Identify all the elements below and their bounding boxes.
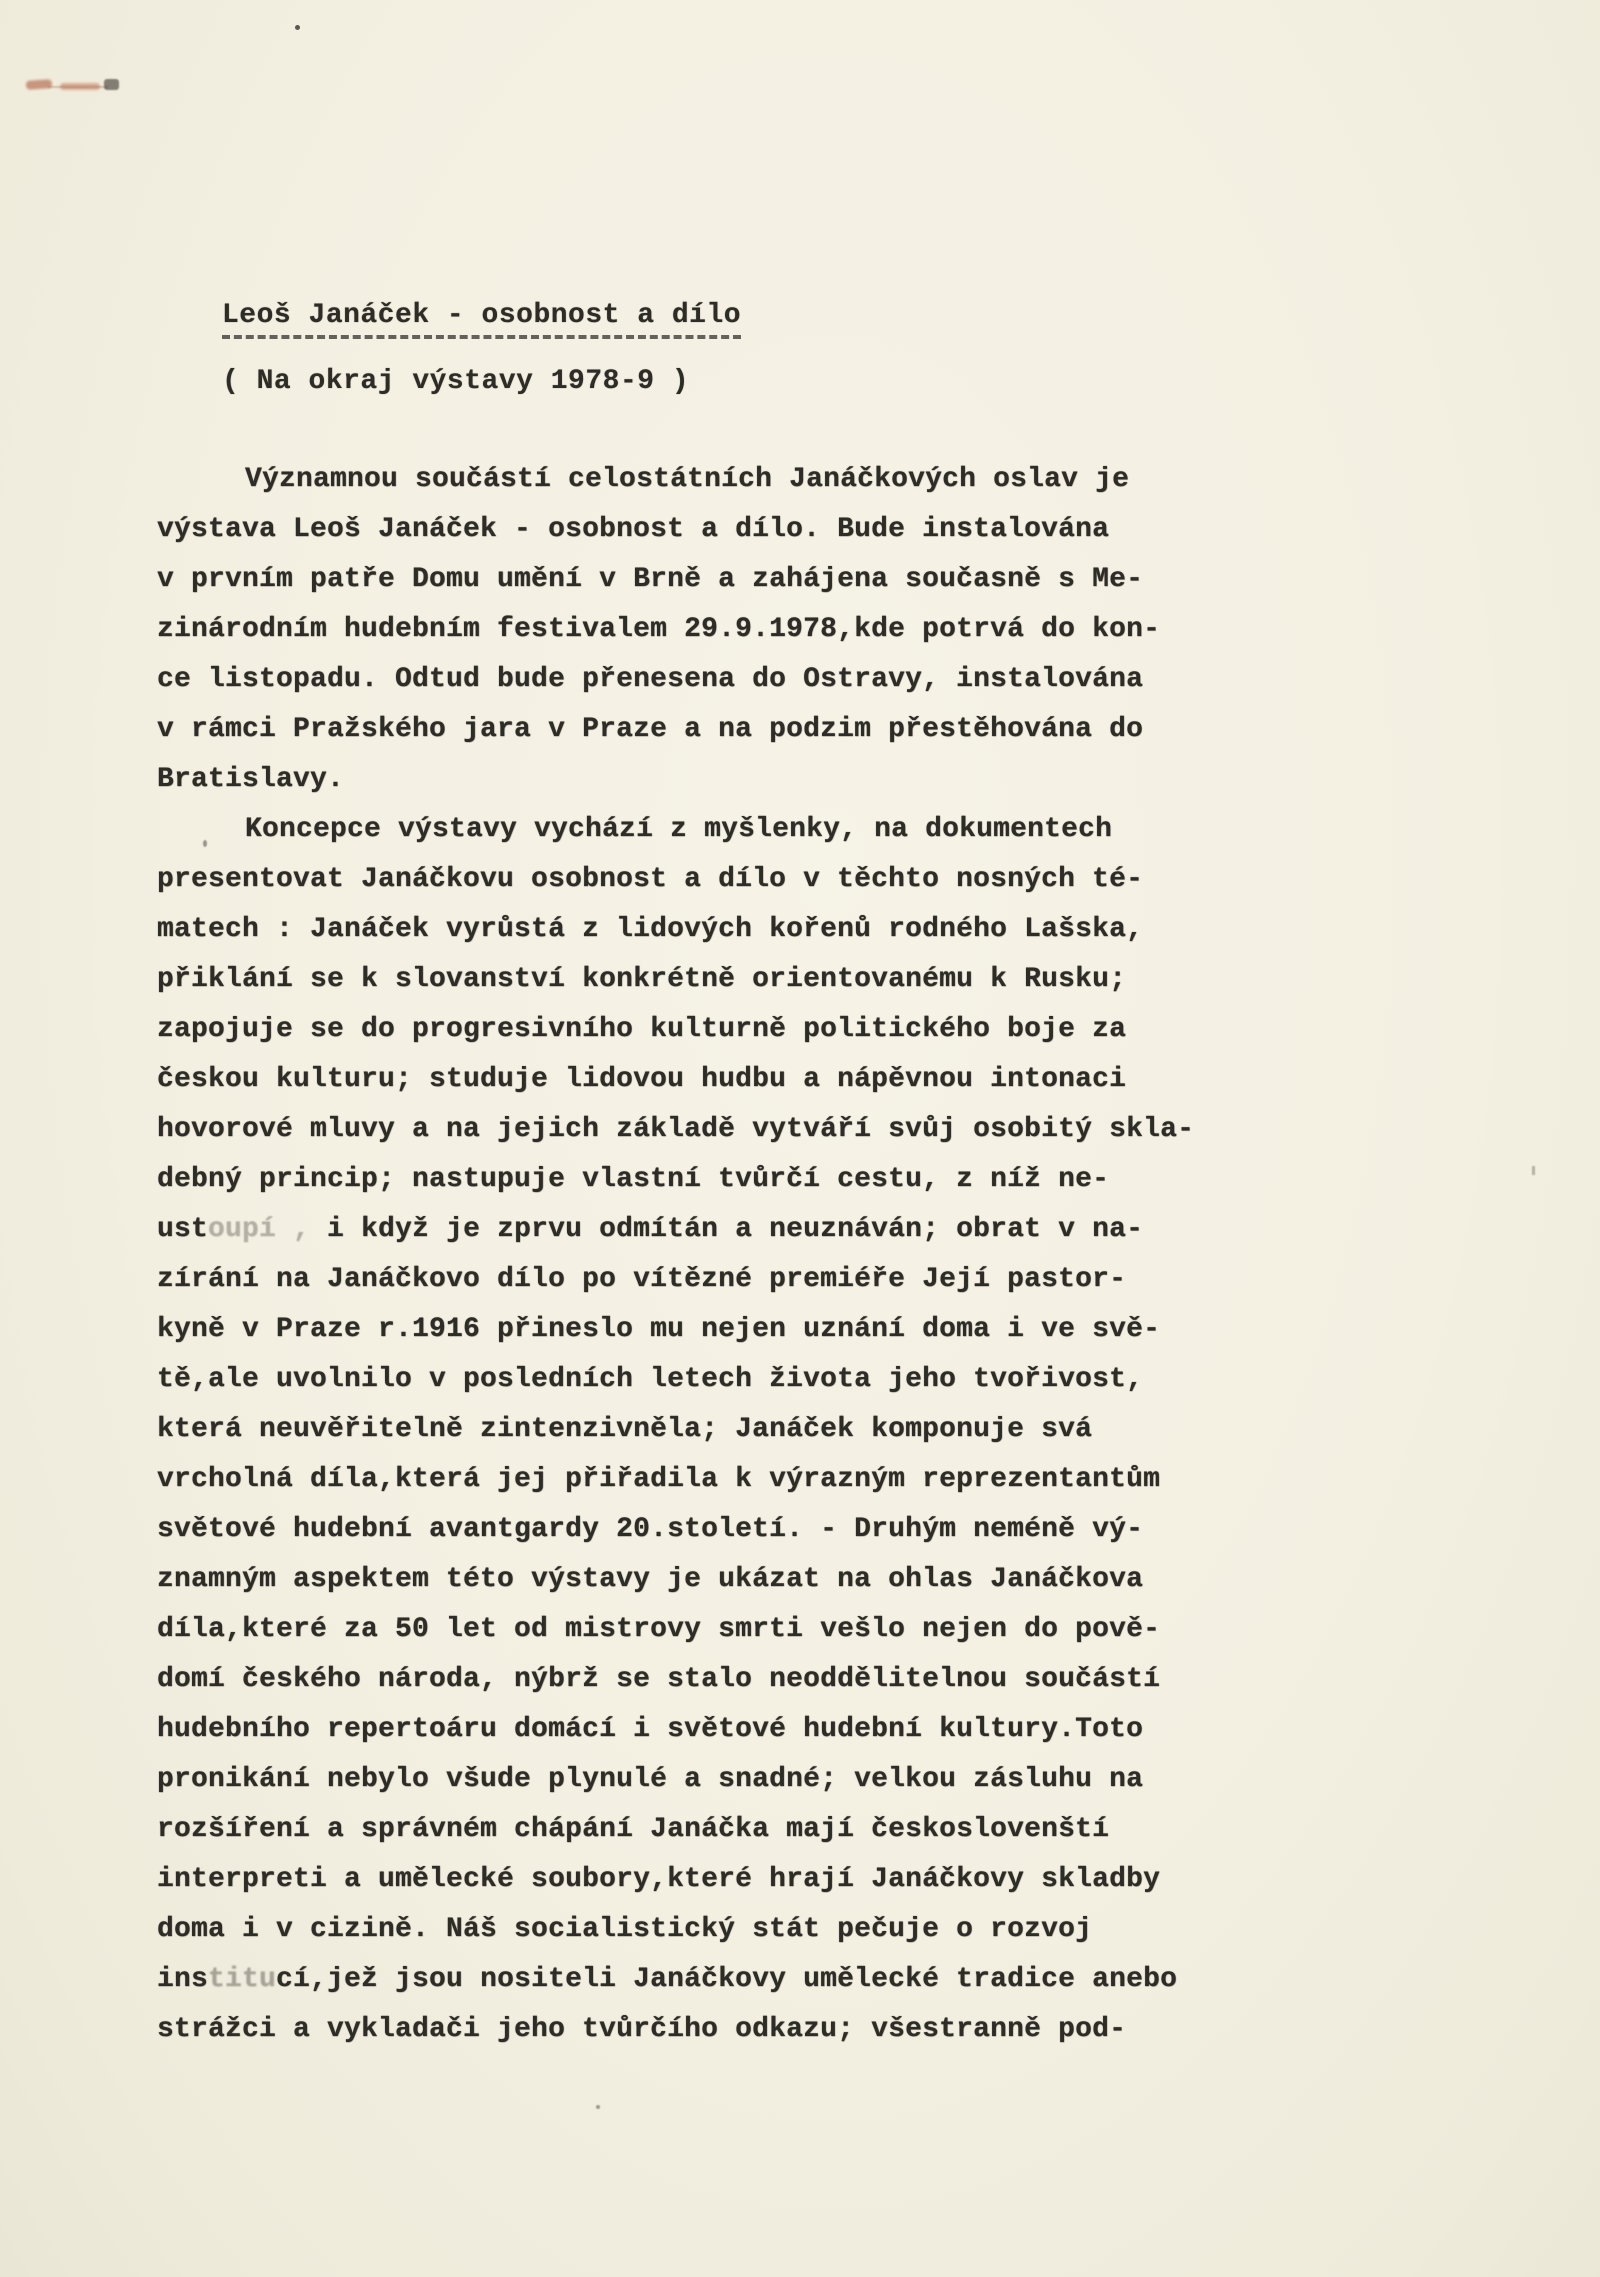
text-line: matech : Janáček vyrůstá z lidových kořenů rodného Lašska, xyxy=(157,914,1144,945)
text-line: díla,které za 50 let od mistrovy smrti vešlo nejen do pově- xyxy=(157,1614,1161,1645)
text-line: rozšíření a správném chápání Janáčka mají českoslovenští xyxy=(157,1814,1110,1845)
text-segment: ins xyxy=(157,1964,209,1995)
text-line: přiklání se k slovanství konkrétně orientovanému k Rusku; xyxy=(157,964,1127,995)
text-line: která neuvěřitelně zintenzivněla; Janáček komponuje svá xyxy=(157,1414,1093,1445)
text-line: kyně v Praze r.1916 přineslo mu nejen uznání doma i ve svě- xyxy=(157,1314,1161,1345)
document-subtitle: ( Na okraj výstavy 1978-9 ) xyxy=(222,366,690,397)
text-line: hudebního repertoáru domácí i světové hudební kultury.Toto xyxy=(157,1714,1144,1745)
text-line: Koncepce výstavy vychází z myšlenky, na dokumentech xyxy=(245,814,1113,845)
smudged-text-segment: titu xyxy=(208,1964,277,1995)
text-segment: i když je zprvu odmítán a neuznáván; obrat v na- xyxy=(310,1214,1144,1245)
text-line: Bratislavy. xyxy=(157,764,345,795)
text-line-with-smudged-ink xyxy=(157,1955,1457,2005)
text-line: domí českého národa, nýbrž se stalo neoddělitelnou součástí xyxy=(157,1664,1161,1695)
text-line: znamným aspektem této výstavy je ukázat na ohlas Janáčkova xyxy=(157,1564,1144,1595)
text-line: zírání na Janáčkovo dílo po vítězné premiéře Její pastor- xyxy=(157,1264,1127,1295)
text-line: debný princip; nastupuje vlastní tvůrčí cestu, z níž ne- xyxy=(157,1164,1110,1195)
faded-text-segment: oupí , xyxy=(208,1214,311,1245)
text-line: pronikání nebylo všude plynulé a snadné; velkou zásluhu na xyxy=(157,1764,1144,1795)
text-segment: ust xyxy=(157,1214,209,1245)
text-line: výstava Leoš Janáček - osobnost a dílo. Bude instalována xyxy=(157,514,1110,545)
text-line: zapojuje se do progresivního kulturně politického boje za xyxy=(157,1014,1127,1045)
text-segment: cí,jež jsou nositeli Janáčkovy umělecké tradice anebo xyxy=(276,1964,1178,1995)
text-line: světové hudební avantgardy 20.století. - Druhým neméně vý- xyxy=(157,1514,1144,1545)
text-line: v prvním patře Domu umění v Brně a zahájena současně s Me- xyxy=(157,564,1144,595)
text-line-with-faded-ink xyxy=(157,1205,1457,1255)
ink-dot xyxy=(596,2105,600,2109)
document-title: Leoš Janáček - osobnost a dílo xyxy=(222,300,741,339)
document-body xyxy=(157,455,1457,2055)
text-line: hovorové mluvy a na jejich základě vytváří svůj osobitý skla- xyxy=(157,1114,1195,1145)
ink-fleck xyxy=(1532,1166,1535,1175)
red-pencil-smudge xyxy=(60,83,100,90)
text-line: strážci a vykladači jeho tvůrčího odkazu; všestranně pod- xyxy=(157,2014,1127,2045)
text-line: v rámci Pražského jara v Praze a na podzim přestěhována do xyxy=(157,714,1144,745)
text-line: interpreti a umělecké soubory,které hrají Janáčkovy skladby xyxy=(157,1864,1161,1895)
smudge-trail xyxy=(48,86,108,88)
text-line: presentovat Janáčkovu osobnost a dílo v těchto nosných té- xyxy=(157,864,1144,895)
ink-smudge xyxy=(104,79,119,90)
text-line: ce listopadu. Odtud bude přenesena do Ostravy, instalována xyxy=(157,664,1144,695)
red-pencil-smudge xyxy=(26,79,53,90)
text-line: zinárodním hudebním festivalem 29.9.1978,kde potrvá do kon- xyxy=(157,614,1161,645)
text-line: Významnou součástí celostátních Janáčkových oslav je xyxy=(245,464,1130,495)
text-line: vrcholná díla,která jej přiřadila k výrazným reprezentantům xyxy=(157,1464,1161,1495)
text-line: doma i v cizině. Náš socialistický stát pečuje o rozvoj xyxy=(157,1914,1093,1945)
text-line: českou kulturu; studuje lidovou hudbu a nápěvnou intonaci xyxy=(157,1064,1127,1095)
text-line: tě,ale uvolnilo v posledních letech života jeho tvořivost, xyxy=(157,1364,1144,1395)
ink-dot xyxy=(295,25,300,30)
